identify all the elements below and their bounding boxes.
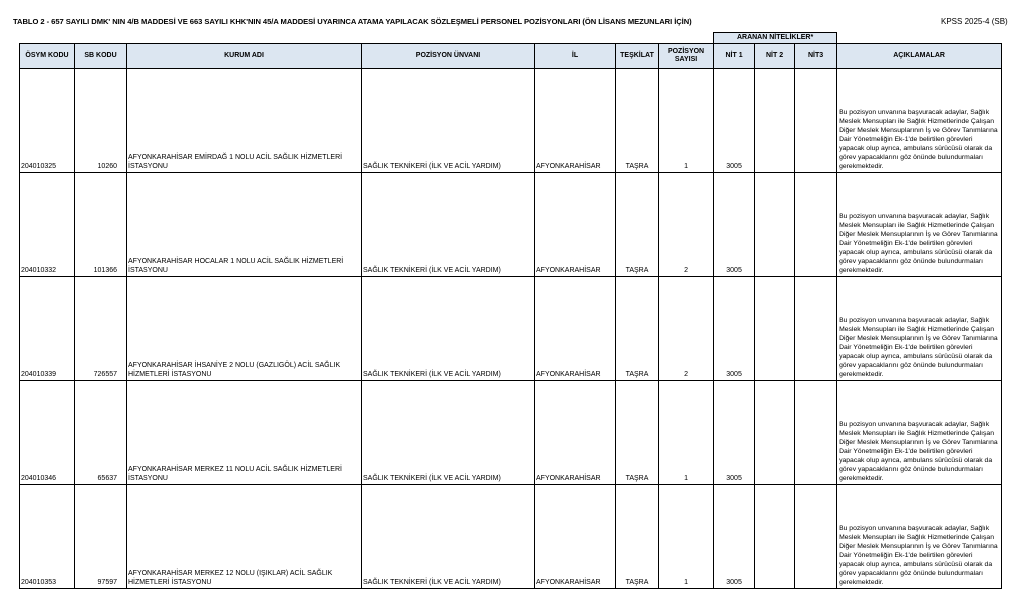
il-cell: AFYONKARAHİSAR <box>535 277 616 381</box>
kurum-adi-cell <box>127 173 362 277</box>
il-cell: AFYONKARAHİSAR <box>535 485 616 589</box>
teskilat-cell: TAŞRA <box>616 277 659 381</box>
kurum-adi-cell <box>127 69 362 173</box>
kurum-adi-text: AFYONKARAHİSAR EMİRDAĞ 1 NOLU ACİL SAĞLIK HİZMETLERİ İSTASYONU <box>128 154 343 170</box>
col-header-nit1: NİT 1 <box>714 44 755 69</box>
table-row <box>20 69 1002 173</box>
sb-kodu-cell: 10260 <box>75 69 127 173</box>
nit2-cell <box>755 69 795 173</box>
pozisyon-sayisi-cell: 2 <box>659 173 714 277</box>
osym-kodu-cell: 204010332 <box>20 173 75 277</box>
header-spacer <box>20 33 714 44</box>
positions-table <box>19 32 1002 589</box>
sb-kodu-cell: 101366 <box>75 173 127 277</box>
nit2-cell <box>755 381 795 485</box>
aciklama-cell: Bu pozisyon unvanına başvuracak adaylar, Sağlık Meslek Mensupları ile Sağlık Hizmetlerinde Çalışan Diğer Meslek Mensuplarının İş ve Görev Tanımlarına Dair Yönetmeliğin Ek-1'de belirtilen görevleri yapacak olup ayrıca, ambulans sürücüsü olarak da görev yapacaklarını göz önünde bulundurmaları gerekmektedir. <box>837 173 1002 277</box>
teskilat-cell: TAŞRA <box>616 485 659 589</box>
nit3-cell <box>795 69 837 173</box>
kurum-adi-text: AFYONKARAHİSAR İHSANİYE 2 NOLU (GAZLIGÖL) ACİL SAĞLIK HİZMETLERİ İSTASYONU <box>128 362 341 378</box>
aciklama-cell: Bu pozisyon unvanına başvuracak adaylar, Sağlık Meslek Mensupları ile Sağlık Hizmetlerinde Çalışan Diğer Meslek Mensuplarının İş ve Görev Tanımlarına Dair Yönetmeliğin Ek-1'de belirtilen görevleri yapacak olup ayrıca, ambulans sürücüsü olarak da görev yapacaklarını göz önünde bulundurmaları gerekmektedir. <box>837 69 1002 173</box>
kurum-adi-text: AFYONKARAHİSAR MERKEZ 11 NOLU ACİL SAĞLIK HİZMETLERİ İSTASYONU <box>128 466 342 482</box>
teskilat-cell: TAŞRA <box>616 173 659 277</box>
sb-kodu-cell: 726557 <box>75 277 127 381</box>
table-row <box>20 173 1002 277</box>
osym-kodu-cell: 204010346 <box>20 381 75 485</box>
nit2-cell <box>755 277 795 381</box>
aciklama-cell: Bu pozisyon unvanına başvuracak adaylar, Sağlık Meslek Mensupları ile Sağlık Hizmetlerinde Çalışan Diğer Meslek Mensuplarının İş ve Görev Tanımlarına Dair Yönetmeliğin Ek-1'de belirtilen görevleri yapacak olup ayrıca, ambulans sürücüsü olarak da görev yapacaklarını göz önünde bulundurmaları gerekmektedir. <box>837 277 1002 381</box>
col-header-nit3: NİT3 <box>795 44 837 69</box>
nit1-cell: 3005 <box>714 277 755 381</box>
il-cell: AFYONKARAHİSAR <box>535 173 616 277</box>
teskilat-cell: TAŞRA <box>616 381 659 485</box>
col-header-pozisyon-unvani: POZİSYON ÜNVANI <box>362 44 535 69</box>
col-header-il: İL <box>535 44 616 69</box>
col-header-kurum-adi: KURUM ADI <box>127 44 362 69</box>
pozisyon-unvani-cell: SAĞLIK TEKNİKERİ (İLK VE ACİL YARDIM) <box>362 173 535 277</box>
col-header-pozisyon-sayisi: POZİSYON SAYISI <box>659 44 714 69</box>
osym-kodu-cell: 204010325 <box>20 69 75 173</box>
header-spacer <box>837 33 1002 44</box>
pozisyon-unvani-cell: SAĞLIK TEKNİKERİ (İLK VE ACİL YARDIM) <box>362 69 535 173</box>
aciklama-cell: Bu pozisyon unvanına başvuracak adaylar, Sağlık Meslek Mensupları ile Sağlık Hizmetlerinde Çalışan Diğer Meslek Mensuplarının İş ve Görev Tanımlarına Dair Yönetmeliğin Ek-1'de belirtilen görevleri yapacak olup ayrıca, ambulans sürücüsü olarak da görev yapacaklarını göz önünde bulundurmaları gerekmektedir. <box>837 485 1002 589</box>
kurum-adi-cell <box>127 381 362 485</box>
document-title: TABLO 2 - 657 SAYILI DMK' NIN 4/B MADDESİ VE 663 SAYILI KHK'NIN 45/A MADDESİ UYARINCA ATAMA YAPILACAK SÖZLEŞMELİ PERSONEL POZİSYONLARI (ÖN LİSANS MEZUNLARI İÇİN) <box>13 17 692 26</box>
pozisyon-unvani-cell: SAĞLIK TEKNİKERİ (İLK VE ACİL YARDIM) <box>362 381 535 485</box>
kurum-adi-cell <box>127 277 362 381</box>
nit1-cell: 3005 <box>714 69 755 173</box>
col-header-sb-kodu: SB KODU <box>75 44 127 69</box>
kurum-adi-text: AFYONKARAHİSAR HOCALAR 1 NOLU ACİL SAĞLIK HİZMETLERİ İSTASYONU <box>128 258 344 274</box>
osym-kodu-cell: 204010353 <box>20 485 75 589</box>
teskilat-cell: TAŞRA <box>616 69 659 173</box>
pozisyon-sayisi-cell: 1 <box>659 69 714 173</box>
nit3-cell <box>795 173 837 277</box>
nit3-cell <box>795 381 837 485</box>
nit1-cell: 3005 <box>714 381 755 485</box>
nit2-cell <box>755 173 795 277</box>
col-header-nit2: NİT 2 <box>755 44 795 69</box>
table-row <box>20 381 1002 485</box>
sb-kodu-cell: 65637 <box>75 381 127 485</box>
pozisyon-sayisi-cell: 1 <box>659 381 714 485</box>
col-header-osym-kodu: ÖSYM KODU <box>20 44 75 69</box>
pozisyon-sayisi-cell: 1 <box>659 485 714 589</box>
nit1-cell: 3005 <box>714 173 755 277</box>
nit2-cell <box>755 485 795 589</box>
kurum-adi-text: AFYONKARAHİSAR MERKEZ 12 NOLU (IŞIKLAR) ACİL SAĞLIK HİZMETLERİ İSTASYONU <box>128 570 333 586</box>
required-qualifications-header: ARANAN NİTELİKLER* <box>714 33 837 44</box>
col-header-aciklamalar: AÇIKLAMALAR <box>837 44 1002 69</box>
pozisyon-sayisi-cell: 2 <box>659 277 714 381</box>
il-cell: AFYONKARAHİSAR <box>535 381 616 485</box>
nit3-cell <box>795 485 837 589</box>
pozisyon-unvani-cell: SAĞLIK TEKNİKERİ (İLK VE ACİL YARDIM) <box>362 485 535 589</box>
column-header-row <box>20 44 1002 69</box>
sb-kodu-cell: 97597 <box>75 485 127 589</box>
nit1-cell: 3005 <box>714 485 755 589</box>
col-header-teskilat: TEŞKİLAT <box>616 44 659 69</box>
pozisyon-unvani-cell: SAĞLIK TEKNİKERİ (İLK VE ACİL YARDIM) <box>362 277 535 381</box>
kurum-adi-cell <box>127 485 362 589</box>
nit3-cell <box>795 277 837 381</box>
exam-label: KPSS 2025-4 (SB) <box>941 17 1008 26</box>
table-row <box>20 485 1002 589</box>
aciklama-cell: Bu pozisyon unvanına başvuracak adaylar, Sağlık Meslek Mensupları ile Sağlık Hizmetlerinde Çalışan Diğer Meslek Mensuplarının İş ve Görev Tanımlarına Dair Yönetmeliğin Ek-1'de belirtilen görevleri yapacak olup ayrıca, ambulans sürücüsü olarak da görev yapacaklarını göz önünde bulundurmaları gerekmektedir. <box>837 381 1002 485</box>
table-row <box>20 277 1002 381</box>
il-cell: AFYONKARAHİSAR <box>535 69 616 173</box>
osym-kodu-cell: 204010339 <box>20 277 75 381</box>
